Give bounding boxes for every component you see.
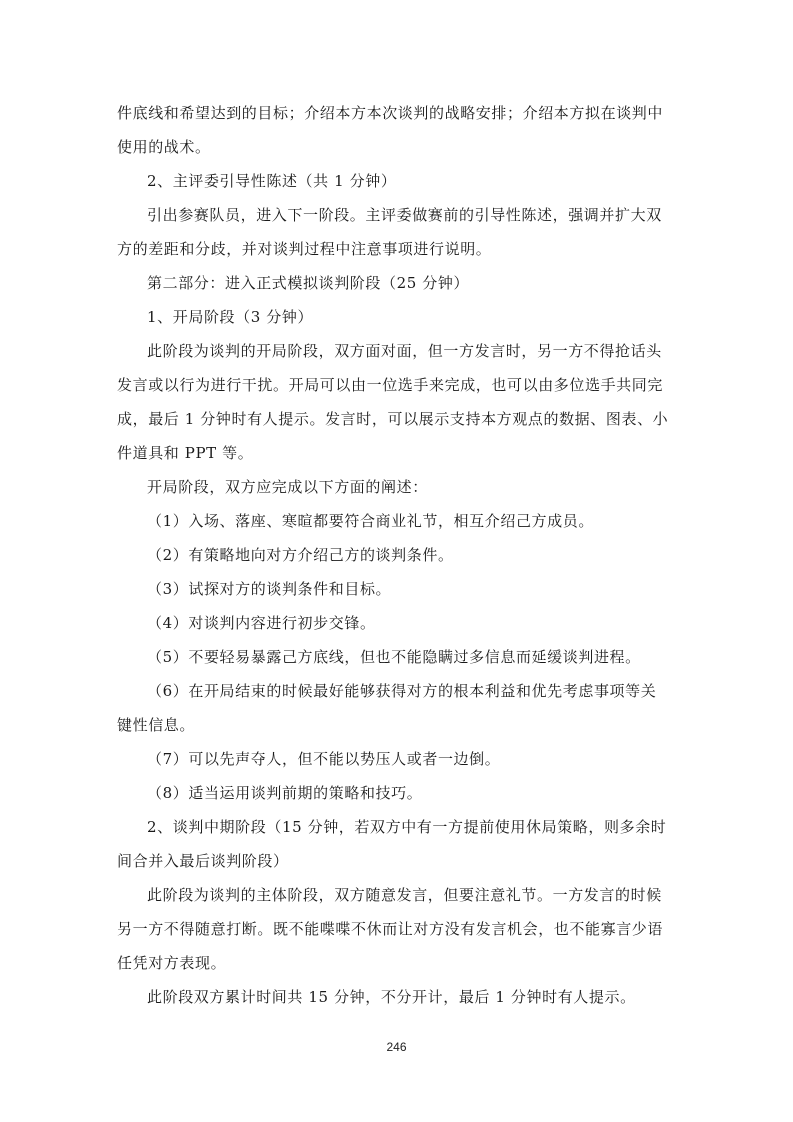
body-text: [117, 96, 677, 1014]
list-item: （4）对谈判内容进行初步交锋。: [147, 614, 376, 632]
page-number: 246: [386, 1040, 407, 1054]
section-heading: 2、谈判中期阶段（15 分钟，若双方中有一方提前使用休局策略，则多余时: [147, 818, 667, 836]
list-item: （8）适当运用谈判前期的策略和技巧。: [147, 784, 423, 802]
text-line: 成，最后 1 分钟时有人提示。发言时，可以展示支持本方观点的数据、图表、小: [117, 410, 669, 428]
list-item: （5）不要轻易暴露己方底线，但也不能隐瞒过多信息而延缓谈判进程。: [147, 648, 641, 666]
text-line: 开局阶段，双方应完成以下方面的阐述：: [147, 478, 428, 496]
section-heading: 2、主评委引导性陈述（共 1 分钟）: [147, 172, 397, 190]
text-line: 方的差距和分歧，并对谈判过程中注意事项进行说明。: [117, 240, 492, 258]
list-item: （3）试探对方的谈判条件和目标。: [147, 580, 392, 598]
text-line: 此阶段为谈判的开局阶段，双方面对面，但一方发言时，另一方不得抢话头: [147, 342, 662, 360]
text-line: 件底线和希望达到的目标；介绍本方本次谈判的战略安排；介绍本方拟在谈判中: [117, 104, 664, 122]
list-item: （7）可以先声夺人，但不能以势压人或者一边倒。: [147, 750, 501, 768]
list-item: （2）有策略地向对方介绍己方的谈判条件。: [147, 546, 454, 564]
text-line: 间合并入最后谈判阶段）: [117, 852, 289, 870]
text-line: 此阶段双方累计时间共 15 分钟，不分开计，最后 1 分钟时有人提示。: [147, 988, 636, 1006]
text-line: 另一方不得随意打断。既不能喋喋不休而让对方没有发言机会，也不能寡言少语: [117, 920, 664, 938]
text-line: 使用的战术。: [117, 138, 211, 156]
list-item: （6）在开局结束的时候最好能够获得对方的根本利益和优先考虑事项等关: [147, 682, 657, 700]
text-line: 发言或以行为进行干扰。开局可以由一位选手来完成，也可以由多位选手共同完: [117, 376, 664, 394]
text-line: 键性信息。: [117, 716, 196, 734]
part-heading: 第二部分：进入正式模拟谈判阶段（25 分钟）: [147, 274, 470, 292]
text-line: 件道具和 PPT 等。: [117, 444, 254, 462]
section-heading: 1、开局阶段（3 分钟）: [147, 308, 314, 326]
text-line: 引出参赛队员，进入下一阶段。主评委做赛前的引导性陈述，强调并扩大双: [147, 206, 662, 224]
text-line: 任凭对方表现。: [117, 954, 227, 972]
list-item: （1）入场、落座、寒暄都要符合商业礼节，相互介绍己方成员。: [147, 512, 594, 530]
text-line: 此阶段为谈判的主体阶段，双方随意发言，但要注意礼节。一方发言的时候: [147, 886, 662, 904]
